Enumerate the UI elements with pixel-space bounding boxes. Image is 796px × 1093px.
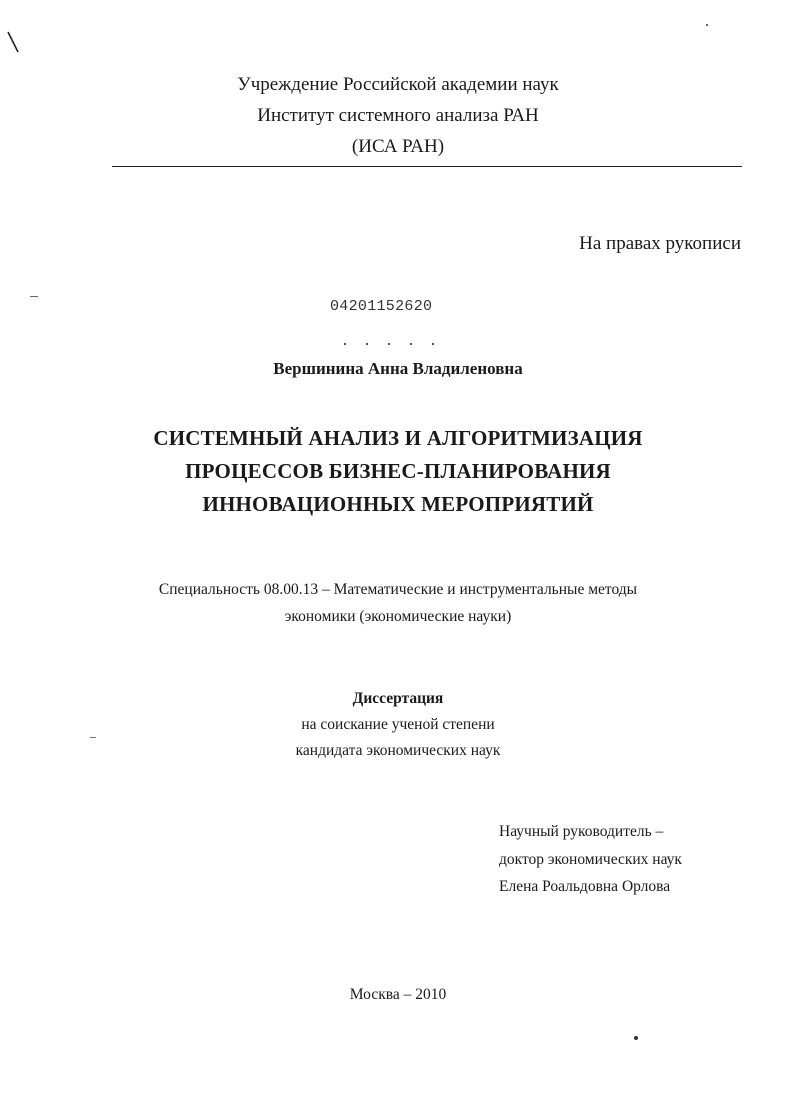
- header-divider: [112, 166, 742, 167]
- rights-note: На правах рукописи: [579, 233, 741, 254]
- dissertation-line-2: кандидата экономических наук: [295, 742, 501, 759]
- scan-dash: [90, 737, 96, 738]
- specialty-line-2: экономики (экономические науки): [284, 608, 512, 625]
- title-line-3: ИННОВАЦИОННЫХ МЕРОПРИЯТИЙ: [202, 492, 594, 516]
- dissertation-heading: Диссертация: [352, 690, 444, 707]
- scan-dash: [30, 296, 38, 297]
- supervisor-line-1: Научный руководитель –: [499, 823, 664, 840]
- title-line-2: ПРОЦЕССОВ БИЗНЕС-ПЛАНИРОВАНИЯ: [185, 459, 611, 483]
- author-name: Вершинина Анна Владиленовна: [273, 359, 523, 378]
- barcode-number: 04201152620: [330, 298, 433, 315]
- institution-line-1: Учреждение Российской академии наук: [237, 74, 559, 95]
- scan-speck: [706, 24, 708, 26]
- city-year: Москва – 2010: [349, 986, 447, 1003]
- institution-line-3: (ИСА РАН): [351, 136, 445, 157]
- dissertation-line-1: на соискание ученой степени: [301, 716, 495, 733]
- supervisor-line-2: доктор экономических наук: [499, 851, 682, 868]
- scan-speck: [634, 1036, 638, 1040]
- specialty-line-1: Специальность 08.00.13 – Математические и инструментальные методы: [158, 581, 638, 598]
- scan-dots: [344, 343, 444, 345]
- institution-line-2: Институт системного анализа РАН: [257, 105, 539, 126]
- supervisor-name: Елена Роальдовна Орлова: [499, 878, 671, 895]
- scan-mark-icon: [4, 30, 22, 54]
- title-line-1: СИСТЕМНЫЙ АНАЛИЗ И АЛГОРИТМИЗАЦИЯ: [153, 426, 643, 450]
